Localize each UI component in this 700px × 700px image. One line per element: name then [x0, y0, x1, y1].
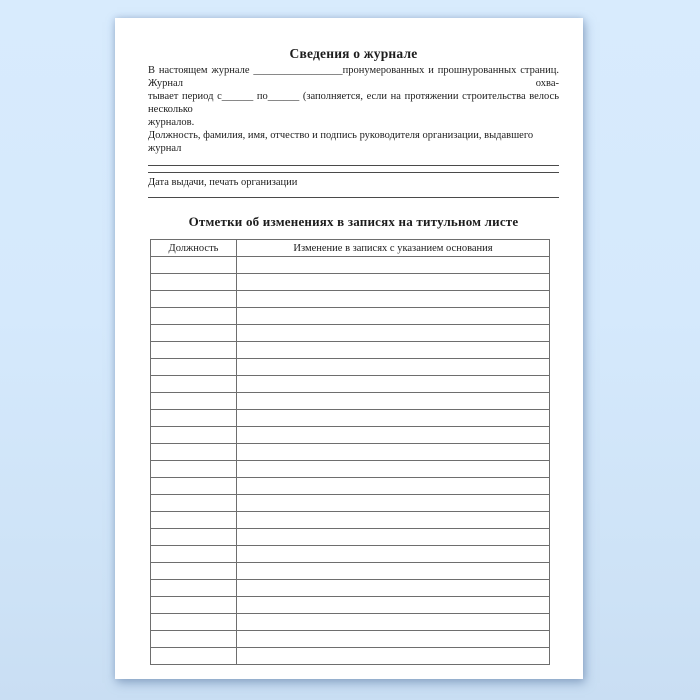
table-cell-empty	[237, 274, 550, 291]
table-cell-empty	[151, 376, 237, 393]
changes-table-body	[151, 257, 550, 665]
table-row	[151, 580, 550, 597]
signature-blank-line-2	[148, 172, 559, 173]
table-row	[151, 563, 550, 580]
table-cell-empty	[151, 478, 237, 495]
table-cell-empty	[151, 291, 237, 308]
table-row	[151, 376, 550, 393]
table-row	[151, 257, 550, 274]
column-header-change: Изменение в записях с указанием основания	[237, 240, 550, 257]
table-row	[151, 546, 550, 563]
table-row	[151, 614, 550, 631]
table-cell-empty	[237, 631, 550, 648]
table-cell-empty	[237, 512, 550, 529]
table-cell-empty	[237, 580, 550, 597]
table-header-row	[151, 240, 550, 257]
table-row	[151, 597, 550, 614]
table-cell-empty	[151, 614, 237, 631]
table-cell-empty	[151, 342, 237, 359]
table-row	[151, 461, 550, 478]
table-row	[151, 410, 550, 427]
table-cell-empty	[151, 274, 237, 291]
table-cell-empty	[237, 495, 550, 512]
table-cell-empty	[237, 597, 550, 614]
table-cell-empty	[237, 648, 550, 665]
table-cell-empty	[237, 376, 550, 393]
table-cell-empty	[151, 546, 237, 563]
table-cell-empty	[151, 461, 237, 478]
table-cell-empty	[151, 512, 237, 529]
table-cell-empty	[151, 597, 237, 614]
issue-date-label: Дата выдачи, печать организации	[148, 177, 298, 188]
paragraph-line: В настоящем журнале _________________пронумерованных и прошнурованных страниц. Журнал охва-	[148, 65, 559, 89]
table-row	[151, 529, 550, 546]
page-title: Сведения о журнале	[289, 46, 418, 61]
table-cell-empty	[151, 648, 237, 665]
table-cell-empty	[151, 325, 237, 342]
table-cell-empty	[237, 427, 550, 444]
table-cell-empty	[237, 461, 550, 478]
column-header-position: Должность	[151, 240, 237, 257]
signature-blank-line-1	[148, 165, 559, 166]
table-cell-empty	[237, 393, 550, 410]
table-cell-empty	[237, 529, 550, 546]
changes-table	[150, 239, 550, 665]
paragraph-line: Должность, фамилия, имя, отчество и подпись руководителя организации, выдавшего журнал	[148, 130, 534, 154]
table-cell-empty	[151, 580, 237, 597]
table-cell-empty	[151, 257, 237, 274]
table-cell-empty	[151, 427, 237, 444]
table-cell-empty	[237, 614, 550, 631]
table-row	[151, 325, 550, 342]
table-cell-empty	[237, 444, 550, 461]
table-row	[151, 495, 550, 512]
table-cell-empty	[151, 393, 237, 410]
table-row	[151, 427, 550, 444]
table-cell-empty	[237, 257, 550, 274]
table-cell-empty	[151, 359, 237, 376]
table-row	[151, 648, 550, 665]
table-row	[151, 512, 550, 529]
changes-table-header	[151, 240, 550, 257]
table-cell-empty	[151, 308, 237, 325]
paragraph-line: тывает период с______ по______ (заполняется, если на протяжении строительства велось несколько	[148, 91, 559, 115]
table-row	[151, 359, 550, 376]
table-cell-empty	[237, 342, 550, 359]
paragraph-line: журналов.	[148, 117, 195, 128]
issue-date-blank-line	[148, 197, 559, 198]
table-row	[151, 631, 550, 648]
table-row	[151, 444, 550, 461]
journal-info-paragraph	[148, 64, 559, 155]
table-cell-empty	[151, 529, 237, 546]
table-row	[151, 478, 550, 495]
table-row	[151, 291, 550, 308]
table-cell-empty	[151, 444, 237, 461]
table-cell-empty	[237, 291, 550, 308]
table-cell-empty	[151, 495, 237, 512]
table-cell-empty	[237, 308, 550, 325]
table-cell-empty	[237, 546, 550, 563]
table-cell-empty	[151, 410, 237, 427]
table-cell-empty	[237, 563, 550, 580]
table-cell-empty	[237, 359, 550, 376]
table-row	[151, 393, 550, 410]
table-cell-empty	[151, 563, 237, 580]
document-page	[115, 18, 583, 679]
table-row	[151, 342, 550, 359]
table-row	[151, 274, 550, 291]
table-row	[151, 308, 550, 325]
table-cell-empty	[237, 325, 550, 342]
section-title: Отметки об изменениях в записях на титульном листе	[188, 214, 519, 229]
table-cell-empty	[237, 410, 550, 427]
table-cell-empty	[151, 631, 237, 648]
table-cell-empty	[237, 478, 550, 495]
